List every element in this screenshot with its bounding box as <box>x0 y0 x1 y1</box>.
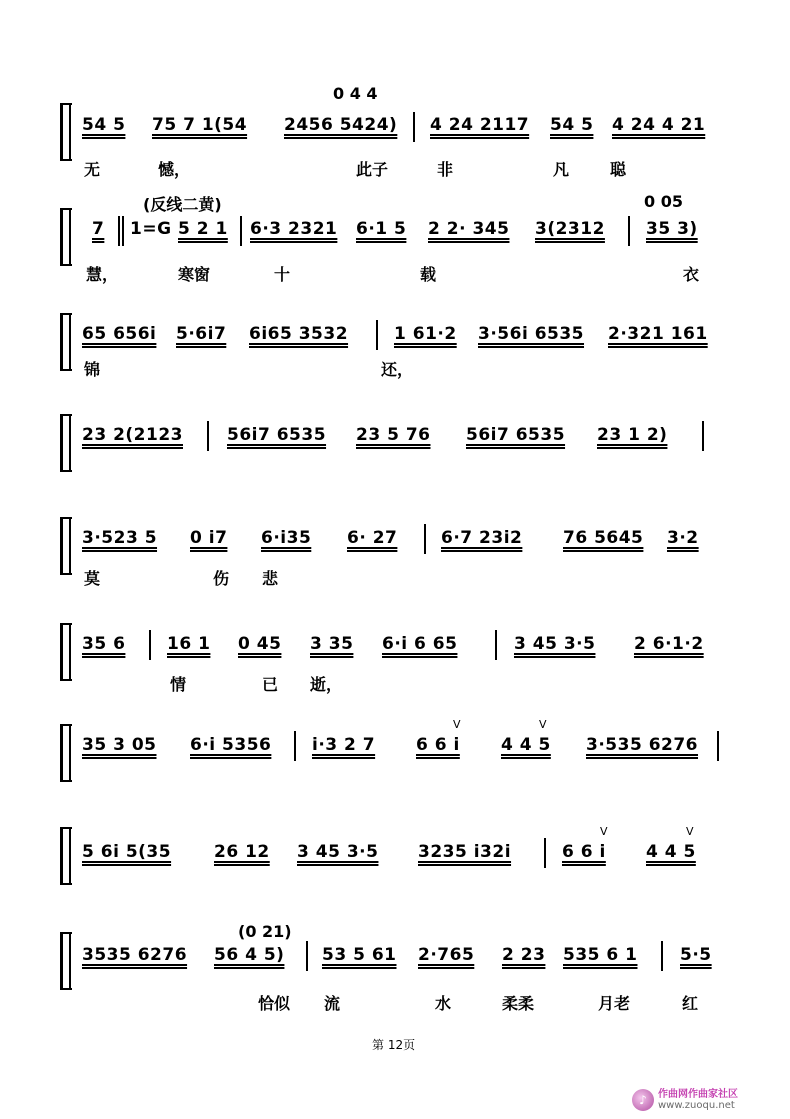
barline <box>149 630 151 660</box>
note-group: 6· 27 <box>347 528 398 548</box>
note-group: 3 45 3·5 <box>297 842 379 862</box>
note-group: 4 24 4 21 <box>612 115 706 135</box>
note-group: 53 5 61 <box>322 945 397 965</box>
note-group: 7 <box>92 219 105 239</box>
system-brace <box>60 414 72 472</box>
note-group: 5·5 <box>680 945 712 965</box>
breath-mark-icon: V <box>600 825 608 838</box>
lyric: 月老 <box>598 994 631 1013</box>
barline <box>207 421 209 451</box>
lyric: 逝， <box>310 675 343 694</box>
barline <box>628 216 630 246</box>
system-brace <box>60 208 72 266</box>
note-group: 23 1 2) <box>597 425 668 445</box>
lyric: 柔柔 <box>502 994 535 1013</box>
note-group: 3235 i32i <box>418 842 512 862</box>
lyric: 载 <box>420 265 437 284</box>
watermark-url: www.zuoqu.net <box>658 1100 735 1111</box>
note-group: 26 12 <box>214 842 270 862</box>
note-group: 54 5 <box>82 115 126 135</box>
system-brace <box>60 827 72 885</box>
system-brace <box>60 932 72 990</box>
note-group: 6 6 i <box>562 842 606 862</box>
system-brace <box>60 623 72 681</box>
note-group: 2·321 161 <box>608 324 708 344</box>
breath-mark-icon: V <box>453 718 461 731</box>
lyric: 衣 <box>683 265 700 284</box>
annotation-mode: (反线二黄) <box>143 195 222 214</box>
barline <box>413 112 415 142</box>
system-brace <box>60 517 72 575</box>
system-brace <box>60 103 72 161</box>
note-group: 35 3) <box>646 219 698 239</box>
note-group: 6i65 3532 <box>249 324 349 344</box>
lyric: 锦 <box>84 360 101 379</box>
note-group: 56i7 6535 <box>227 425 327 445</box>
annotation-upper-voice: 0 4 4 <box>333 84 378 103</box>
barline <box>294 731 296 761</box>
barline <box>376 320 378 350</box>
note-group: 3·523 5 <box>82 528 158 548</box>
barline <box>717 731 719 761</box>
note-group: 3·535 6276 <box>586 735 699 755</box>
note-group: 35 6 <box>82 634 126 654</box>
double-barline <box>118 216 124 246</box>
note-group: 535 6 1 <box>563 945 638 965</box>
lyric: 恰似 <box>258 994 291 1013</box>
barline <box>306 941 308 971</box>
barline <box>424 524 426 554</box>
note-group: 3(2312 <box>535 219 605 239</box>
note-group: 2·765 <box>418 945 475 965</box>
lyric: 莫 <box>84 569 101 588</box>
note-group: 6·i 6 65 <box>382 634 458 654</box>
note-group: 2456 5424) <box>284 115 398 135</box>
note-group: 75 7 1(54 <box>152 115 248 135</box>
note-group: 6·1 5 <box>356 219 407 239</box>
barline <box>495 630 497 660</box>
lyric: 已 <box>262 675 279 694</box>
note-group: 3 35 <box>310 634 354 654</box>
lyric: 情 <box>170 675 187 694</box>
note-group: 6·7 23i2 <box>441 528 523 548</box>
lyric: 十 <box>274 265 291 284</box>
breath-mark-icon: V <box>686 825 694 838</box>
note-group: 6·i 5356 <box>190 735 272 755</box>
barline <box>661 941 663 971</box>
note-group: 23 5 76 <box>356 425 431 445</box>
note-group: 3 45 3·5 <box>514 634 596 654</box>
lyric: 流 <box>324 994 341 1013</box>
lyric: 还， <box>381 360 414 379</box>
note-group: 5·6i7 <box>176 324 227 344</box>
lyric: 悲 <box>262 569 279 588</box>
note-group: 0 45 <box>238 634 282 654</box>
note-group: 6·3 2321 <box>250 219 338 239</box>
note-group: 3·56i 6535 <box>478 324 585 344</box>
note-group: 5 6i 5(35 <box>82 842 172 862</box>
annotation-upper-voice: (0 21) <box>238 922 292 941</box>
note-group: 2 6·1·2 <box>634 634 704 654</box>
lyric: 非 <box>437 160 454 179</box>
lyric: 红 <box>682 994 699 1013</box>
note-group: 54 5 <box>550 115 594 135</box>
barline <box>544 838 546 868</box>
lyric: 慧， <box>86 265 119 284</box>
site-watermark <box>632 1087 782 1113</box>
lyric: 凡 <box>553 160 570 179</box>
annotation-upper-voice: 0 05 <box>644 192 683 211</box>
page-number: 第 12页 <box>372 1038 416 1052</box>
note-group: 65 656i <box>82 324 157 344</box>
note-group: 23 2(2123 <box>82 425 183 445</box>
note-group: 56i7 6535 <box>466 425 566 445</box>
breath-mark-icon: V <box>539 718 547 731</box>
note-group: 6·i35 <box>261 528 312 548</box>
barline <box>702 421 704 451</box>
note-group: 4 4 5 <box>501 735 551 755</box>
note-group: 35 3 05 <box>82 735 157 755</box>
note-group: 0 i7 <box>190 528 228 548</box>
note-group: 76 5645 <box>563 528 644 548</box>
lyric: 水 <box>435 994 452 1013</box>
lyric: 无 <box>84 160 101 179</box>
note-group: 1 61·2 <box>394 324 457 344</box>
key-signature: 1=G <box>130 219 172 239</box>
note-group: 3535 6276 <box>82 945 188 965</box>
note-group: 4 24 2117 <box>430 115 530 135</box>
note-group: 2 2· 345 <box>428 219 510 239</box>
note-group: 56 4 5) <box>214 945 285 965</box>
barline <box>240 216 242 246</box>
watermark-site-name: 作曲网作曲家社区 <box>658 1089 738 1100</box>
lyric: 伤 <box>213 569 230 588</box>
note-group: 4 4 5 <box>646 842 696 862</box>
note-group: i·3 2 7 <box>312 735 376 755</box>
system-brace <box>60 313 72 371</box>
system-brace <box>60 724 72 782</box>
note-group: 16 1 <box>167 634 211 654</box>
lyric: 聪 <box>610 160 627 179</box>
lyric: 寒窗 <box>178 265 211 284</box>
note-group: 6 6 i <box>416 735 460 755</box>
note-group: 2 23 <box>502 945 546 965</box>
note-group: 3·2 <box>667 528 699 548</box>
note-group: 5 2 1 <box>178 219 228 239</box>
lyric: 此子 <box>356 160 389 179</box>
lyric: 憾， <box>158 160 191 179</box>
treble-clef-logo-icon: ♪ <box>632 1089 654 1111</box>
